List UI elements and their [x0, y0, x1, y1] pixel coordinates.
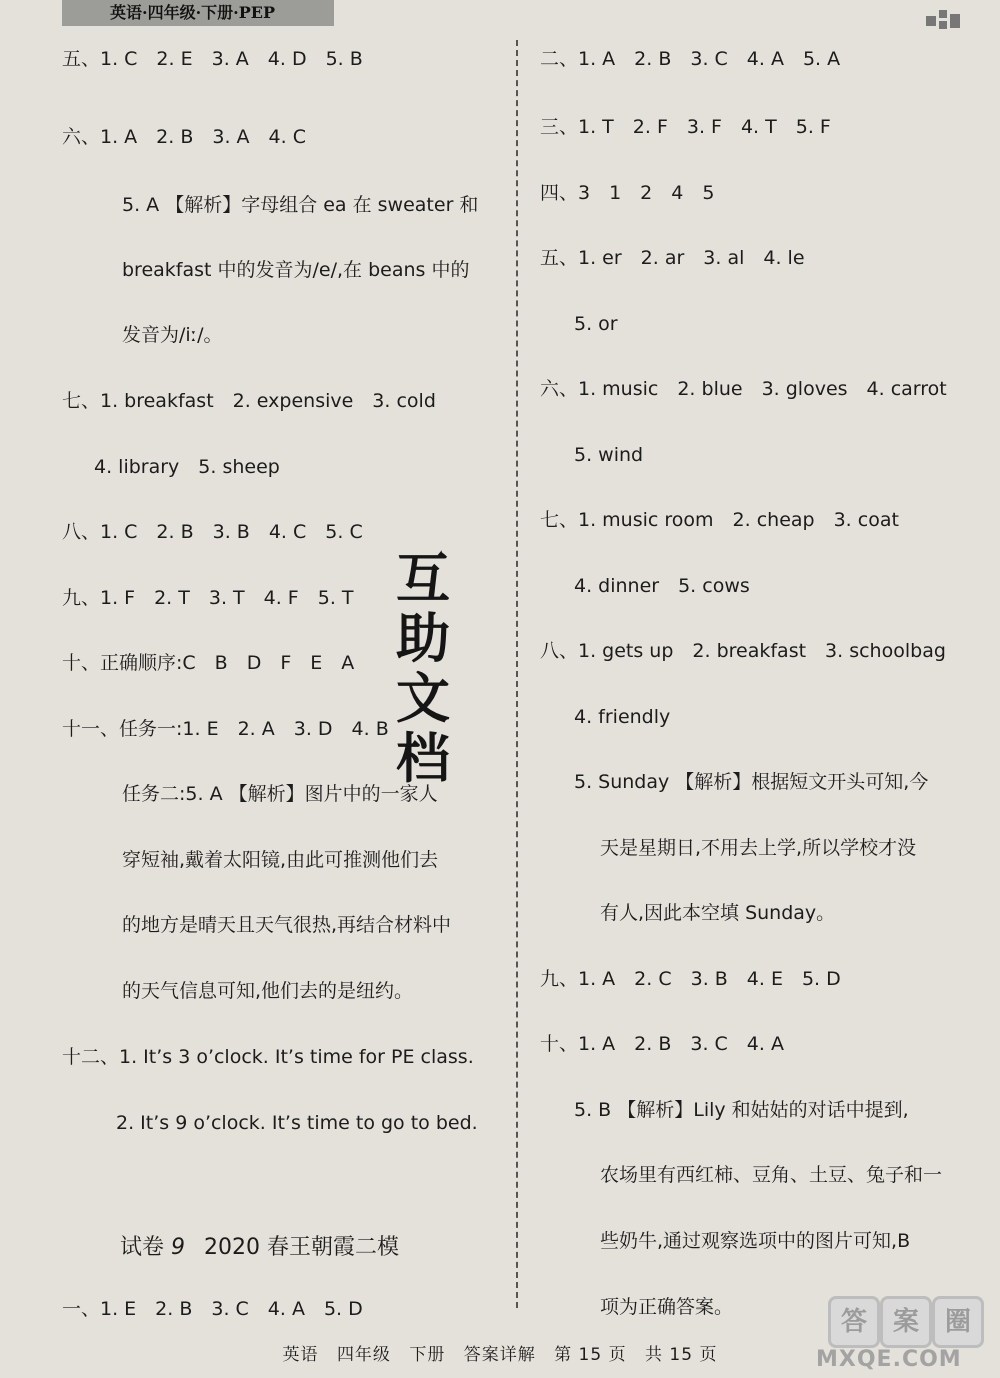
answer-line: 五、1. C 2. E 3. A 4. D 5. B	[62, 48, 363, 70]
answer-line: 任务二:5. A 【解析】图片中的一家人	[122, 783, 438, 805]
answer-line: 九、1. A 2. C 3. B 4. E 5. D	[540, 968, 841, 990]
test-paper-label: 试卷	[120, 1235, 165, 1260]
answer-line: 5. Sunday 【解析】根据短文开头可知,今	[574, 771, 929, 793]
answer-line: 有人,因此本空填 Sunday。	[600, 902, 836, 924]
handwriting-char: 文	[396, 666, 450, 730]
answer-line: 五、1. er 2. ar 3. al 4. le	[540, 247, 805, 269]
answer-line: 二、1. A 2. B 3. C 4. A 5. A	[540, 48, 841, 70]
answer-line: 七、1. music room 2. cheap 3. coat	[540, 509, 899, 531]
answer-line: 5. A 【解析】字母组合 ea 在 sweater 和	[122, 194, 479, 216]
footer-total: 共 15 页	[645, 1345, 718, 1365]
test-paper-name: 2020 春王朝霞二模	[204, 1235, 399, 1260]
answer-line: 农场里有西红柿、豆角、土豆、兔子和一	[600, 1164, 943, 1186]
handwriting-char: 助	[396, 606, 450, 670]
answer-line: 天是星期日,不用去上学,所以学校才没	[600, 837, 917, 859]
answer-line: 4. library 5. sheep	[94, 456, 280, 478]
answer-line: 十、1. A 2. B 3. C 4. A	[540, 1033, 784, 1055]
watermark-url: MXQE.COM	[816, 1347, 962, 1372]
handwriting-char: 档	[396, 726, 450, 790]
corner-decoration	[926, 8, 960, 30]
answer-line: 项为正确答案。	[600, 1296, 734, 1318]
handwriting-char: 互	[396, 546, 450, 610]
answer-line: 三、1. T 2. F 3. F 4. T 5. F	[540, 116, 831, 138]
footer-type: 答案详解	[463, 1345, 536, 1365]
header-title: 英语·四年级·下册·PEP	[62, 0, 334, 26]
test-paper-number: 9	[171, 1235, 186, 1260]
footer-term: 下册	[409, 1345, 446, 1365]
watermark-char: 案	[880, 1296, 932, 1348]
answer-line: 2. It’s 9 o’clock. It’s time to go to bed.	[116, 1112, 478, 1134]
footer-page: 第 15 页	[554, 1345, 627, 1365]
answer-line: 穿短袖,戴着太阳镜,由此可推测他们去	[122, 849, 439, 871]
answer-line: 八、1. gets up 2. breakfast 3. schoolbag	[540, 640, 946, 662]
answer-line: 六、1. music 2. blue 3. gloves 4. carrot	[540, 378, 947, 400]
answer-line: 的天气信息可知,他们去的是纽约。	[122, 980, 414, 1002]
answer-line: 发音为/iː/。	[122, 324, 223, 346]
answer-line: 的地方是晴天且天气很热,再结合材料中	[122, 914, 452, 936]
answer-line: 4. friendly	[574, 706, 671, 728]
footer-grade: 四年级	[336, 1345, 391, 1365]
answer-line: 七、1. breakfast 2. expensive 3. cold	[62, 390, 436, 412]
handwritten-watermark	[388, 548, 458, 788]
test-paper-title	[120, 1232, 399, 1264]
watermark-char: 圈	[932, 1296, 984, 1348]
answer-line: 八、1. C 2. B 3. B 4. C 5. C	[62, 521, 363, 543]
site-watermark	[788, 1296, 988, 1372]
answer-line: 一、1. E 2. B 3. C 4. A 5. D	[62, 1298, 363, 1320]
answer-line: 九、1. F 2. T 3. T 4. F 5. T	[62, 587, 354, 609]
watermark-char: 答	[828, 1296, 880, 1348]
answer-line: 5. wind	[574, 444, 644, 466]
answer-line: 十一、任务一:1. E 2. A 3. D 4. B	[62, 718, 389, 740]
answer-line: breakfast 中的发音为/e/,在 beans 中的	[122, 259, 470, 281]
column-divider	[516, 40, 518, 1308]
answer-line: 些奶牛,通过观察选项中的图片可知,B	[600, 1230, 911, 1252]
answer-line: 十二、1. It’s 3 o’clock. It’s time for PE class.	[62, 1046, 474, 1068]
answer-line: 5. B 【解析】Lily 和姑姑的对话中提到,	[574, 1099, 909, 1121]
footer-subject: 英语	[282, 1345, 319, 1365]
answer-line: 四、3 1 2 4 5	[540, 182, 715, 204]
answer-line: 5. or	[574, 313, 618, 335]
answer-line: 4. dinner 5. cows	[574, 575, 750, 597]
answer-line: 六、1. A 2. B 3. A 4. C	[62, 126, 306, 148]
answer-line: 十、正确顺序:C B D F E A	[62, 652, 355, 674]
